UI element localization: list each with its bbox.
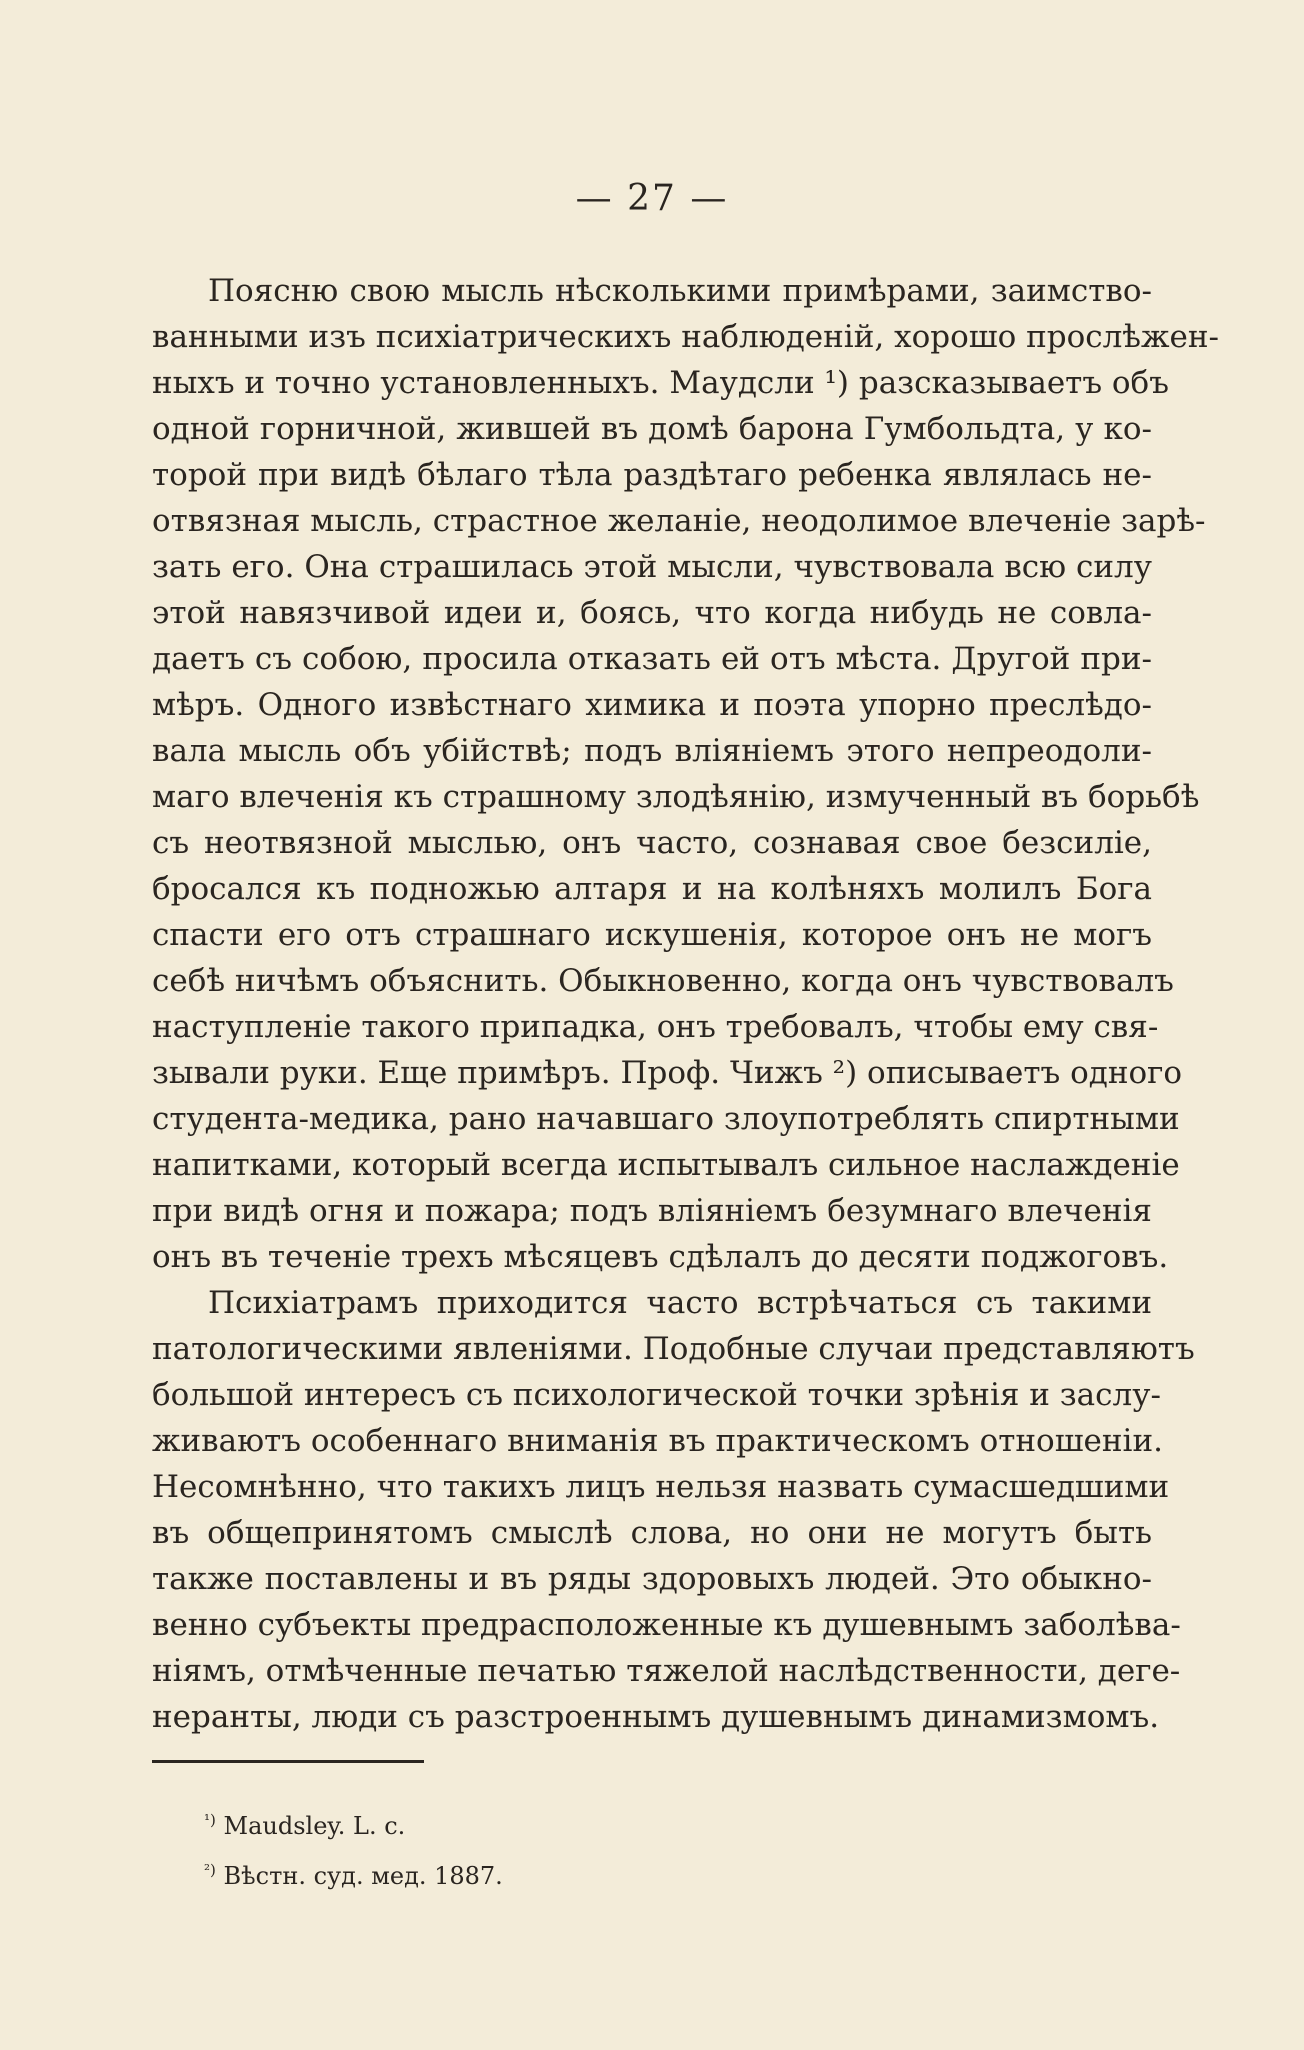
text-line: этой навязчивой идеи и, боясь, что когда нибудь не совла- — [152, 595, 1152, 631]
text-line: напитками, который всегда испытывалъ сильное наслажденіе — [152, 1147, 1180, 1183]
text-line: ванными изъ психіатрическихъ наблюденій, хорошо прослѣжен- — [152, 319, 1220, 355]
footnote-1 — [204, 1798, 904, 1848]
text-line: торой при видѣ бѣлаго тѣла раздѣтаго ребенка являлась не- — [152, 457, 1152, 493]
text-line: ныхъ и точно установленныхъ. Маудсли ¹) разсказываетъ объ — [152, 365, 1169, 401]
text-line: неранты, люди съ разстроеннымъ душевнымъ динамизмомъ. — [152, 1699, 1160, 1735]
text-line: при видѣ огня и пожара; подъ вліяніемъ безумнаго влеченія — [152, 1193, 1152, 1229]
text-line: венно субъекты предрасположенные къ душевнымъ заболѣва- — [152, 1607, 1181, 1643]
text-line: мѣръ. Одного извѣстнаго химика и поэта упорно преслѣдо- — [152, 687, 1152, 723]
body-text — [152, 268, 1220, 1740]
text-line: зать его. Она страшилась этой мысли, чувствовала всю силу — [152, 549, 1152, 585]
text-line: зывали руки. Еще примѣръ. Проф. Чижъ ²) описываетъ одного — [152, 1055, 1183, 1091]
footnote-text: Вѣстн. суд. мед. 1887. — [223, 1862, 503, 1890]
footnote-divider — [152, 1760, 424, 1763]
text-line: онъ въ теченіе трехъ мѣсяцевъ сдѣлалъ до десяти поджоговъ. — [152, 1239, 1169, 1275]
text-line: большой интересъ съ психологической точки зрѣнія и заслу- — [152, 1377, 1161, 1413]
text-line: бросался къ подножью алтаря и на колѣняхъ молилъ Бога — [152, 871, 1152, 907]
text-line: также поставлены и въ ряды здоровыхъ людей. Это обыкно- — [152, 1561, 1152, 1597]
text-line: живаютъ особеннаго вниманія въ практическомъ отношеніи. — [152, 1423, 1163, 1459]
text-line: одной горничной, жившей въ домѣ барона Гумбольдта, у ко- — [152, 411, 1152, 447]
text-line: студента-медика, рано начавшаго злоупотреблять спиртными — [152, 1101, 1180, 1137]
text-line: наступленіе такого припадка, онъ требовалъ, чтобы ему свя- — [152, 1009, 1159, 1045]
text-line: даетъ съ собою, просила отказать ей отъ мѣста. Другой при- — [152, 641, 1152, 677]
page-number: — 27 — — [575, 178, 729, 219]
text-line: ніямъ, отмѣченные печатью тяжелой наслѣдственности, деге- — [152, 1653, 1181, 1689]
paragraph-2 — [152, 1280, 1195, 1740]
text-line: съ неотвязной мыслью, онъ часто, сознавая свое безсиліе, — [152, 825, 1152, 861]
text-line: патологическими явленіями. Подобные случаи представляютъ — [152, 1331, 1195, 1367]
text-line: Поясню свою мысль нѣсколькими примѣрами, заимство- — [208, 273, 1152, 309]
footnotes — [204, 1798, 904, 1898]
text-line: маго влеченія къ страшному злодѣянію, измученный въ борьбѣ — [152, 779, 1200, 815]
footnote-text: Maudsley. L. c. — [223, 1812, 406, 1840]
text-line: Психіатрамъ приходится часто встрѣчаться съ такими — [208, 1285, 1152, 1321]
text-line: въ общепринятомъ смыслѣ слова, но они не могутъ быть — [152, 1515, 1152, 1551]
text-line: вала мысль объ убійствѣ; подъ вліяніемъ этого непреодоли- — [152, 733, 1152, 769]
text-line: отвязная мысль, страстное желаніе, неодолимое влеченіе зарѣ- — [152, 503, 1206, 539]
footnote-marker: ¹) — [204, 1811, 216, 1829]
paragraph-1 — [152, 268, 1220, 1280]
footnote-2 — [204, 1848, 904, 1898]
footnote-marker: ²) — [204, 1861, 216, 1879]
text-line: спасти его отъ страшнаго искушенія, которое онъ не могъ — [152, 917, 1152, 953]
text-line: Несомнѣнно, что такихъ лицъ нельзя назвать сумасшедшими — [152, 1469, 1170, 1505]
text-line: себѣ ничѣмъ объяснить. Обыкновенно, когда онъ чувствовалъ — [152, 963, 1174, 999]
